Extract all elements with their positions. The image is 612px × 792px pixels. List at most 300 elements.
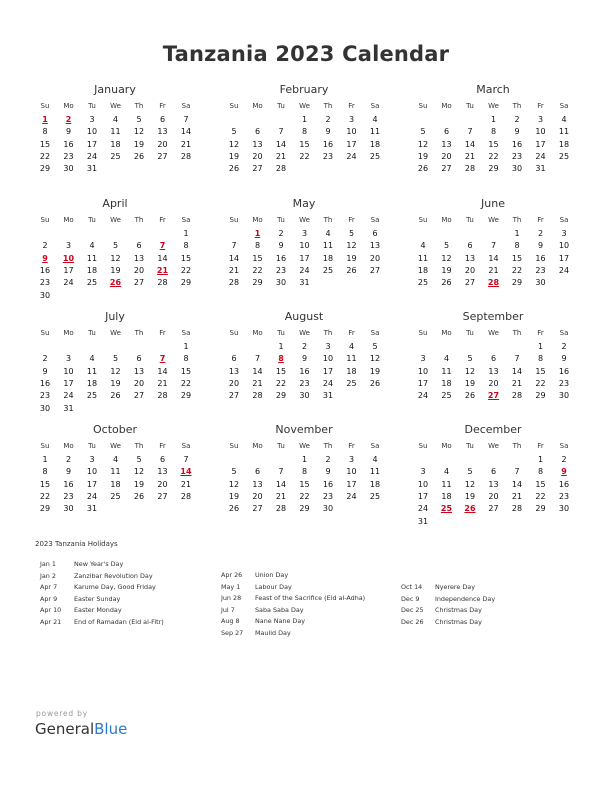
calendar-day: 18	[441, 378, 452, 388]
calendar-day: 11	[558, 127, 570, 137]
calendar-day: 28	[180, 151, 192, 161]
calendar-day: 26	[228, 504, 240, 514]
weekday-header: Fr	[159, 102, 166, 110]
calendar-day: 8	[301, 127, 308, 137]
weekday-header: Tu	[466, 329, 474, 337]
calendar-day: 17	[86, 139, 98, 149]
calendar-day: 27	[464, 278, 476, 288]
weekday-header: Su	[229, 329, 239, 337]
weekday-header: Fr	[159, 329, 166, 337]
weekday-header: Su	[229, 216, 239, 224]
weekday-header: Mo	[441, 102, 452, 110]
holiday-name: Easter Sunday	[74, 594, 121, 603]
calendar-day: 10	[417, 479, 429, 489]
calendar-day: 16	[511, 139, 523, 149]
calendar-day: 17	[535, 139, 546, 149]
weekday-header: Tu	[466, 102, 474, 110]
weekday-header: Mo	[252, 216, 263, 224]
calendar-day: 24	[86, 491, 98, 501]
calendar-day: 24	[346, 491, 357, 501]
calendar-day: 3	[537, 115, 544, 124]
calendar-day: 11	[110, 127, 121, 137]
month-name: June	[481, 197, 505, 210]
weekday-header: Tu	[277, 102, 285, 110]
calendar-day: 28	[157, 278, 168, 288]
calendar-day: 29	[488, 164, 499, 174]
calendar-day: 15	[299, 479, 310, 489]
calendar-day: 1	[183, 229, 189, 238]
holiday-day: 10	[62, 253, 75, 263]
calendar-day: 4	[372, 455, 378, 464]
weekday-header: Sa	[370, 329, 380, 337]
calendar-day: 22	[299, 151, 310, 161]
weekday-header: Mo	[441, 442, 452, 450]
calendar-day: 28	[275, 164, 287, 174]
calendar-day: 10	[86, 467, 98, 477]
holiday-day: 26	[109, 278, 122, 288]
month-name: January	[94, 83, 136, 96]
calendar-day: 5	[348, 229, 355, 238]
calendar-day: 5	[112, 354, 119, 364]
holiday-date: Apr 10	[40, 606, 62, 615]
holiday-date: Dec 26	[401, 617, 424, 626]
month-name: November	[275, 423, 333, 436]
calendar-day: 13	[157, 127, 168, 137]
weekday-header: We	[110, 329, 121, 337]
calendar-day: 30	[63, 504, 74, 514]
calendar-day: 27	[228, 391, 240, 401]
calendar-day: 27	[441, 164, 452, 174]
calendar-day: 26	[417, 164, 429, 174]
weekday-header: Su	[418, 102, 428, 110]
month-name: October	[92, 423, 138, 436]
calendar-day: 14	[157, 366, 168, 376]
calendar-day: 31	[535, 164, 546, 174]
calendar-day: 23	[322, 491, 334, 501]
calendar-day: 9	[42, 366, 48, 376]
calendar-day: 26	[369, 378, 381, 388]
weekday-header: Th	[512, 442, 522, 450]
calendar-day: 31	[299, 278, 310, 288]
calendar-day: 18	[369, 139, 381, 149]
month-name: December	[464, 423, 522, 436]
calendar-day: 30	[39, 403, 51, 413]
holiday-date: Dec 9	[401, 594, 420, 603]
holiday-row	[401, 595, 495, 603]
calendar-day: 30	[299, 391, 310, 401]
calendar-day: 28	[511, 504, 523, 514]
calendar-day: 16	[322, 479, 334, 489]
calendar-day: 6	[372, 229, 378, 238]
calendar-day: 31	[63, 403, 74, 413]
calendar-day: 18	[346, 366, 357, 376]
calendar-day: 30	[558, 504, 570, 514]
calendar-day: 15	[180, 253, 192, 263]
calendar-day: 30	[511, 164, 523, 174]
calendar-day: 18	[441, 491, 452, 501]
weekday-header: We	[299, 102, 310, 110]
holiday-date: Jun 28	[221, 594, 242, 603]
calendar-day: 27	[369, 265, 381, 275]
weekday-header: We	[299, 216, 310, 224]
weekday-header: Tu	[277, 216, 285, 224]
calendar-day: 24	[417, 504, 429, 514]
calendar-day: 25	[417, 278, 429, 288]
calendar-day: 15	[488, 139, 499, 149]
calendar-day: 13	[464, 253, 476, 263]
calendar-day: 18	[322, 253, 334, 263]
calendar-day: 25	[441, 391, 452, 401]
weekday-header: Fr	[537, 102, 544, 110]
calendar-day: 30	[275, 278, 287, 288]
weekday-header: Su	[40, 329, 50, 337]
calendar-day: 3	[325, 342, 331, 351]
holiday-day: 2	[65, 115, 72, 124]
calendar-day: 1	[537, 342, 544, 351]
calendar-day: 12	[464, 479, 476, 489]
calendar-day: 5	[136, 115, 142, 124]
weekday-header: Th	[323, 102, 333, 110]
calendar-day: 16	[63, 139, 74, 149]
calendar-day: 1	[490, 115, 497, 124]
weekday-header: We	[110, 216, 121, 224]
calendar-day: 15	[511, 253, 523, 263]
calendar-day: 14	[511, 366, 523, 376]
calendar-day: 3	[348, 455, 355, 464]
calendar-day: 11	[441, 479, 452, 489]
month-name: April	[102, 197, 128, 210]
calendar-day: 23	[63, 491, 74, 501]
calendar-day: 14	[275, 479, 287, 489]
weekday-header: We	[110, 102, 121, 110]
calendar-day: 29	[39, 164, 51, 174]
holiday-day: 14	[180, 467, 192, 477]
calendar-day: 19	[133, 479, 145, 489]
weekday-header: Mo	[252, 102, 263, 110]
holiday-row	[40, 595, 120, 603]
calendar-day: 29	[180, 391, 192, 401]
calendar-day: 24	[322, 378, 334, 388]
calendar-day: 8	[537, 354, 544, 364]
calendar-day: 23	[558, 491, 570, 501]
calendar-day: 4	[372, 115, 378, 124]
calendar-day: 9	[65, 127, 72, 137]
weekday-header: Tu	[88, 216, 96, 224]
calendar-day: 6	[136, 354, 142, 364]
calendar-day: 30	[558, 391, 570, 401]
calendar-day: 14	[180, 127, 192, 137]
calendar-day: 11	[86, 366, 98, 376]
calendar-day: 5	[467, 467, 473, 477]
calendar-day: 7	[278, 467, 284, 477]
calendar-day: 29	[511, 278, 523, 288]
calendar-day: 4	[443, 354, 450, 364]
weekday-header: Th	[512, 329, 522, 337]
calendar-day: 2	[325, 455, 331, 464]
calendar-day: 17	[558, 253, 570, 263]
calendar-day: 22	[39, 151, 51, 161]
weekday-header: Th	[134, 216, 144, 224]
calendar-day: 21	[275, 151, 287, 161]
calendar-day: 12	[346, 241, 357, 251]
weekday-header: Mo	[63, 329, 74, 337]
calendar-day: 15	[275, 366, 287, 376]
calendar-day: 21	[511, 378, 523, 388]
brand-logo[interactable]	[35, 720, 127, 738]
calendar-day: 9	[561, 354, 567, 364]
calendar-day: 18	[369, 479, 381, 489]
calendar-day: 4	[89, 354, 95, 364]
calendar-day: 20	[464, 265, 476, 275]
calendar-day: 30	[535, 278, 546, 288]
holiday-date: Jan 1	[40, 560, 56, 568]
calendar-day: 1	[301, 115, 308, 124]
calendar-day: 3	[420, 354, 426, 364]
weekday-header: Mo	[441, 329, 452, 337]
weekday-header: Tu	[277, 442, 285, 450]
calendar-day: 9	[514, 127, 520, 137]
calendar-day: 26	[133, 491, 145, 501]
calendar-day: 12	[228, 479, 240, 489]
calendar-day: 23	[39, 391, 51, 401]
calendar-day: 20	[133, 378, 145, 388]
calendar-day: 17	[346, 139, 357, 149]
calendar-day: 21	[180, 139, 192, 149]
calendar-day: 28	[180, 491, 192, 501]
calendar-day: 23	[39, 278, 51, 288]
calendar-day: 19	[346, 253, 357, 263]
calendar-day: 16	[39, 265, 51, 275]
holiday-day: 26	[464, 504, 476, 514]
calendar-day: 16	[299, 366, 310, 376]
calendar-day: 16	[535, 253, 546, 263]
calendar-day: 15	[39, 139, 51, 149]
calendar-day: 1	[537, 455, 544, 464]
calendar-day: 23	[322, 151, 334, 161]
calendar-day: 28	[252, 391, 263, 401]
weekday-header: Fr	[159, 442, 166, 450]
calendar-day: 8	[42, 127, 48, 137]
holiday-name: Christmas Day	[435, 606, 482, 615]
weekday-header: Su	[418, 216, 428, 224]
calendar-day: 11	[346, 354, 357, 364]
calendar-day: 27	[133, 278, 145, 288]
calendar-day: 2	[65, 455, 72, 464]
calendar-day: 14	[511, 479, 523, 489]
calendar-day: 22	[252, 265, 263, 275]
calendar-day: 27	[252, 504, 263, 514]
weekday-header: Fr	[348, 329, 355, 337]
weekday-header: Fr	[348, 102, 355, 110]
calendar-day: 6	[254, 467, 261, 477]
weekday-header: Su	[40, 216, 50, 224]
weekday-header: We	[110, 442, 121, 450]
weekday-header: Th	[323, 442, 333, 450]
holiday-date: Sep 27	[221, 629, 244, 637]
calendar-day: 17	[346, 479, 357, 489]
calendar-day: 3	[348, 115, 355, 124]
calendar-day: 13	[488, 479, 499, 489]
calendar-day: 16	[558, 366, 570, 376]
calendar-day: 13	[441, 139, 452, 149]
calendar-day: 3	[301, 229, 308, 238]
holiday-row	[221, 571, 288, 579]
calendar-day: 12	[133, 127, 145, 137]
calendar-day: 11	[322, 241, 334, 251]
holiday-row	[401, 618, 482, 626]
calendar-day: 5	[136, 455, 142, 464]
brand-blue: Blue	[94, 720, 128, 738]
calendar-day: 21	[511, 491, 523, 501]
weekday-header: Th	[323, 329, 333, 337]
calendar-day: 21	[228, 265, 240, 275]
weekday-header: We	[488, 216, 499, 224]
calendar-day: 9	[278, 241, 284, 251]
calendar-day: 10	[346, 467, 357, 477]
calendar-day: 4	[420, 241, 426, 251]
calendar-day: 30	[39, 290, 51, 300]
calendar-day: 7	[467, 127, 473, 137]
calendar-day: 24	[535, 151, 546, 161]
calendar-day: 8	[301, 467, 308, 477]
calendar-day: 9	[537, 241, 544, 251]
calendar-day: 11	[369, 467, 381, 477]
holiday-day: 21	[156, 265, 169, 275]
calendar-day: 31	[322, 391, 334, 401]
calendar-day: 30	[63, 164, 74, 174]
calendar-day: 1	[278, 342, 284, 351]
calendar-day: 30	[322, 504, 334, 514]
calendar-day: 10	[417, 366, 429, 376]
calendar-day: 7	[254, 354, 261, 364]
month-name: September	[462, 310, 524, 323]
calendar-day: 14	[488, 253, 499, 263]
calendar-day: 4	[89, 241, 95, 251]
calendar-day: 11	[86, 253, 98, 263]
weekday-header: Fr	[159, 216, 166, 224]
calendar-day: 25	[369, 491, 381, 501]
calendar-day: 25	[369, 151, 381, 161]
calendar-day: 24	[417, 391, 429, 401]
weekday-header: Fr	[537, 216, 544, 224]
calendar-day: 20	[133, 265, 145, 275]
calendar-day: 14	[252, 366, 263, 376]
weekday-header: Mo	[252, 329, 263, 337]
weekday-header: Th	[134, 102, 144, 110]
holiday-name: Independence Day	[435, 594, 496, 603]
weekday-header: Tu	[277, 329, 285, 337]
weekday-header: Fr	[537, 329, 544, 337]
calendar-day: 15	[535, 366, 546, 376]
weekday-header: Sa	[181, 216, 191, 224]
calendar-day: 10	[535, 127, 546, 137]
holiday-row	[401, 606, 482, 614]
calendar-day: 24	[86, 151, 98, 161]
calendar-day: 6	[490, 467, 497, 477]
calendar-day: 5	[112, 241, 119, 251]
calendar-day: 19	[228, 151, 240, 161]
calendar-day: 23	[275, 265, 287, 275]
calendar-day: 22	[488, 151, 499, 161]
holiday-date: May 1	[221, 582, 241, 591]
calendar-day: 4	[348, 342, 355, 351]
holiday-name: Maulid Day	[255, 629, 291, 637]
weekday-header: We	[488, 442, 499, 450]
calendar-day: 14	[464, 139, 476, 149]
calendar-day: 23	[299, 378, 310, 388]
weekday-header: Sa	[559, 216, 569, 224]
holiday-date: Jul 7	[221, 605, 235, 614]
calendar-day: 12	[110, 253, 121, 263]
calendar-day: 12	[228, 139, 240, 149]
calendar-day: 21	[252, 378, 263, 388]
calendar-day: 1	[42, 455, 48, 464]
weekday-header: Sa	[559, 102, 569, 110]
holiday-day: 25	[440, 504, 453, 514]
calendar-day: 6	[136, 241, 142, 251]
page-title: Tanzania 2023 Calendar	[162, 42, 450, 66]
calendar-day: 2	[325, 115, 331, 124]
calendar-day: 19	[110, 265, 121, 275]
calendar-day: 6	[159, 455, 166, 464]
calendar-day: 11	[417, 253, 429, 263]
calendar-day: 2	[537, 229, 544, 238]
calendar-day: 6	[490, 354, 497, 364]
calendar-day: 7	[183, 115, 189, 124]
calendar-day: 2	[561, 455, 567, 464]
calendar-day: 23	[63, 151, 74, 161]
calendar-day: 18	[86, 265, 98, 275]
calendar-day: 22	[275, 378, 287, 388]
holiday-row	[221, 617, 305, 625]
holiday-row	[40, 618, 164, 626]
calendar-day: 8	[514, 241, 520, 251]
calendar-day: 28	[157, 391, 168, 401]
calendar-day: 15	[39, 479, 51, 489]
calendar-day: 12	[464, 366, 476, 376]
calendar-day: 26	[346, 265, 357, 275]
calendar-day: 5	[231, 127, 237, 137]
calendar-day: 20	[157, 479, 168, 489]
calendar-day: 19	[464, 378, 476, 388]
calendar-day: 21	[180, 479, 192, 489]
calendar-day: 22	[180, 265, 192, 275]
calendar-day: 8	[42, 467, 48, 477]
calendar-day: 16	[63, 479, 74, 489]
weekday-header: Sa	[559, 442, 569, 450]
calendar-day: 19	[228, 491, 240, 501]
weekday-header: Su	[40, 442, 50, 450]
calendar-day: 3	[561, 229, 567, 238]
calendar-day: 11	[110, 467, 121, 477]
calendar-day: 5	[231, 467, 237, 477]
calendar-day: 5	[372, 342, 378, 351]
month-name: July	[105, 310, 125, 323]
calendar-day: 20	[488, 491, 499, 501]
calendar-day: 1	[301, 455, 308, 464]
calendar-day: 13	[133, 253, 145, 263]
weekday-header: Th	[134, 329, 144, 337]
calendar-day: 8	[254, 241, 261, 251]
holiday-day: 9	[42, 253, 48, 263]
calendar-day: 18	[558, 139, 570, 149]
holiday-day: 8	[278, 354, 284, 364]
calendar-day: 29	[535, 504, 546, 514]
calendar-day: 26	[228, 164, 240, 174]
calendar-day: 7	[231, 241, 237, 251]
holiday-name: Nane Nane Day	[255, 617, 306, 626]
calendar-day: 6	[231, 354, 237, 364]
